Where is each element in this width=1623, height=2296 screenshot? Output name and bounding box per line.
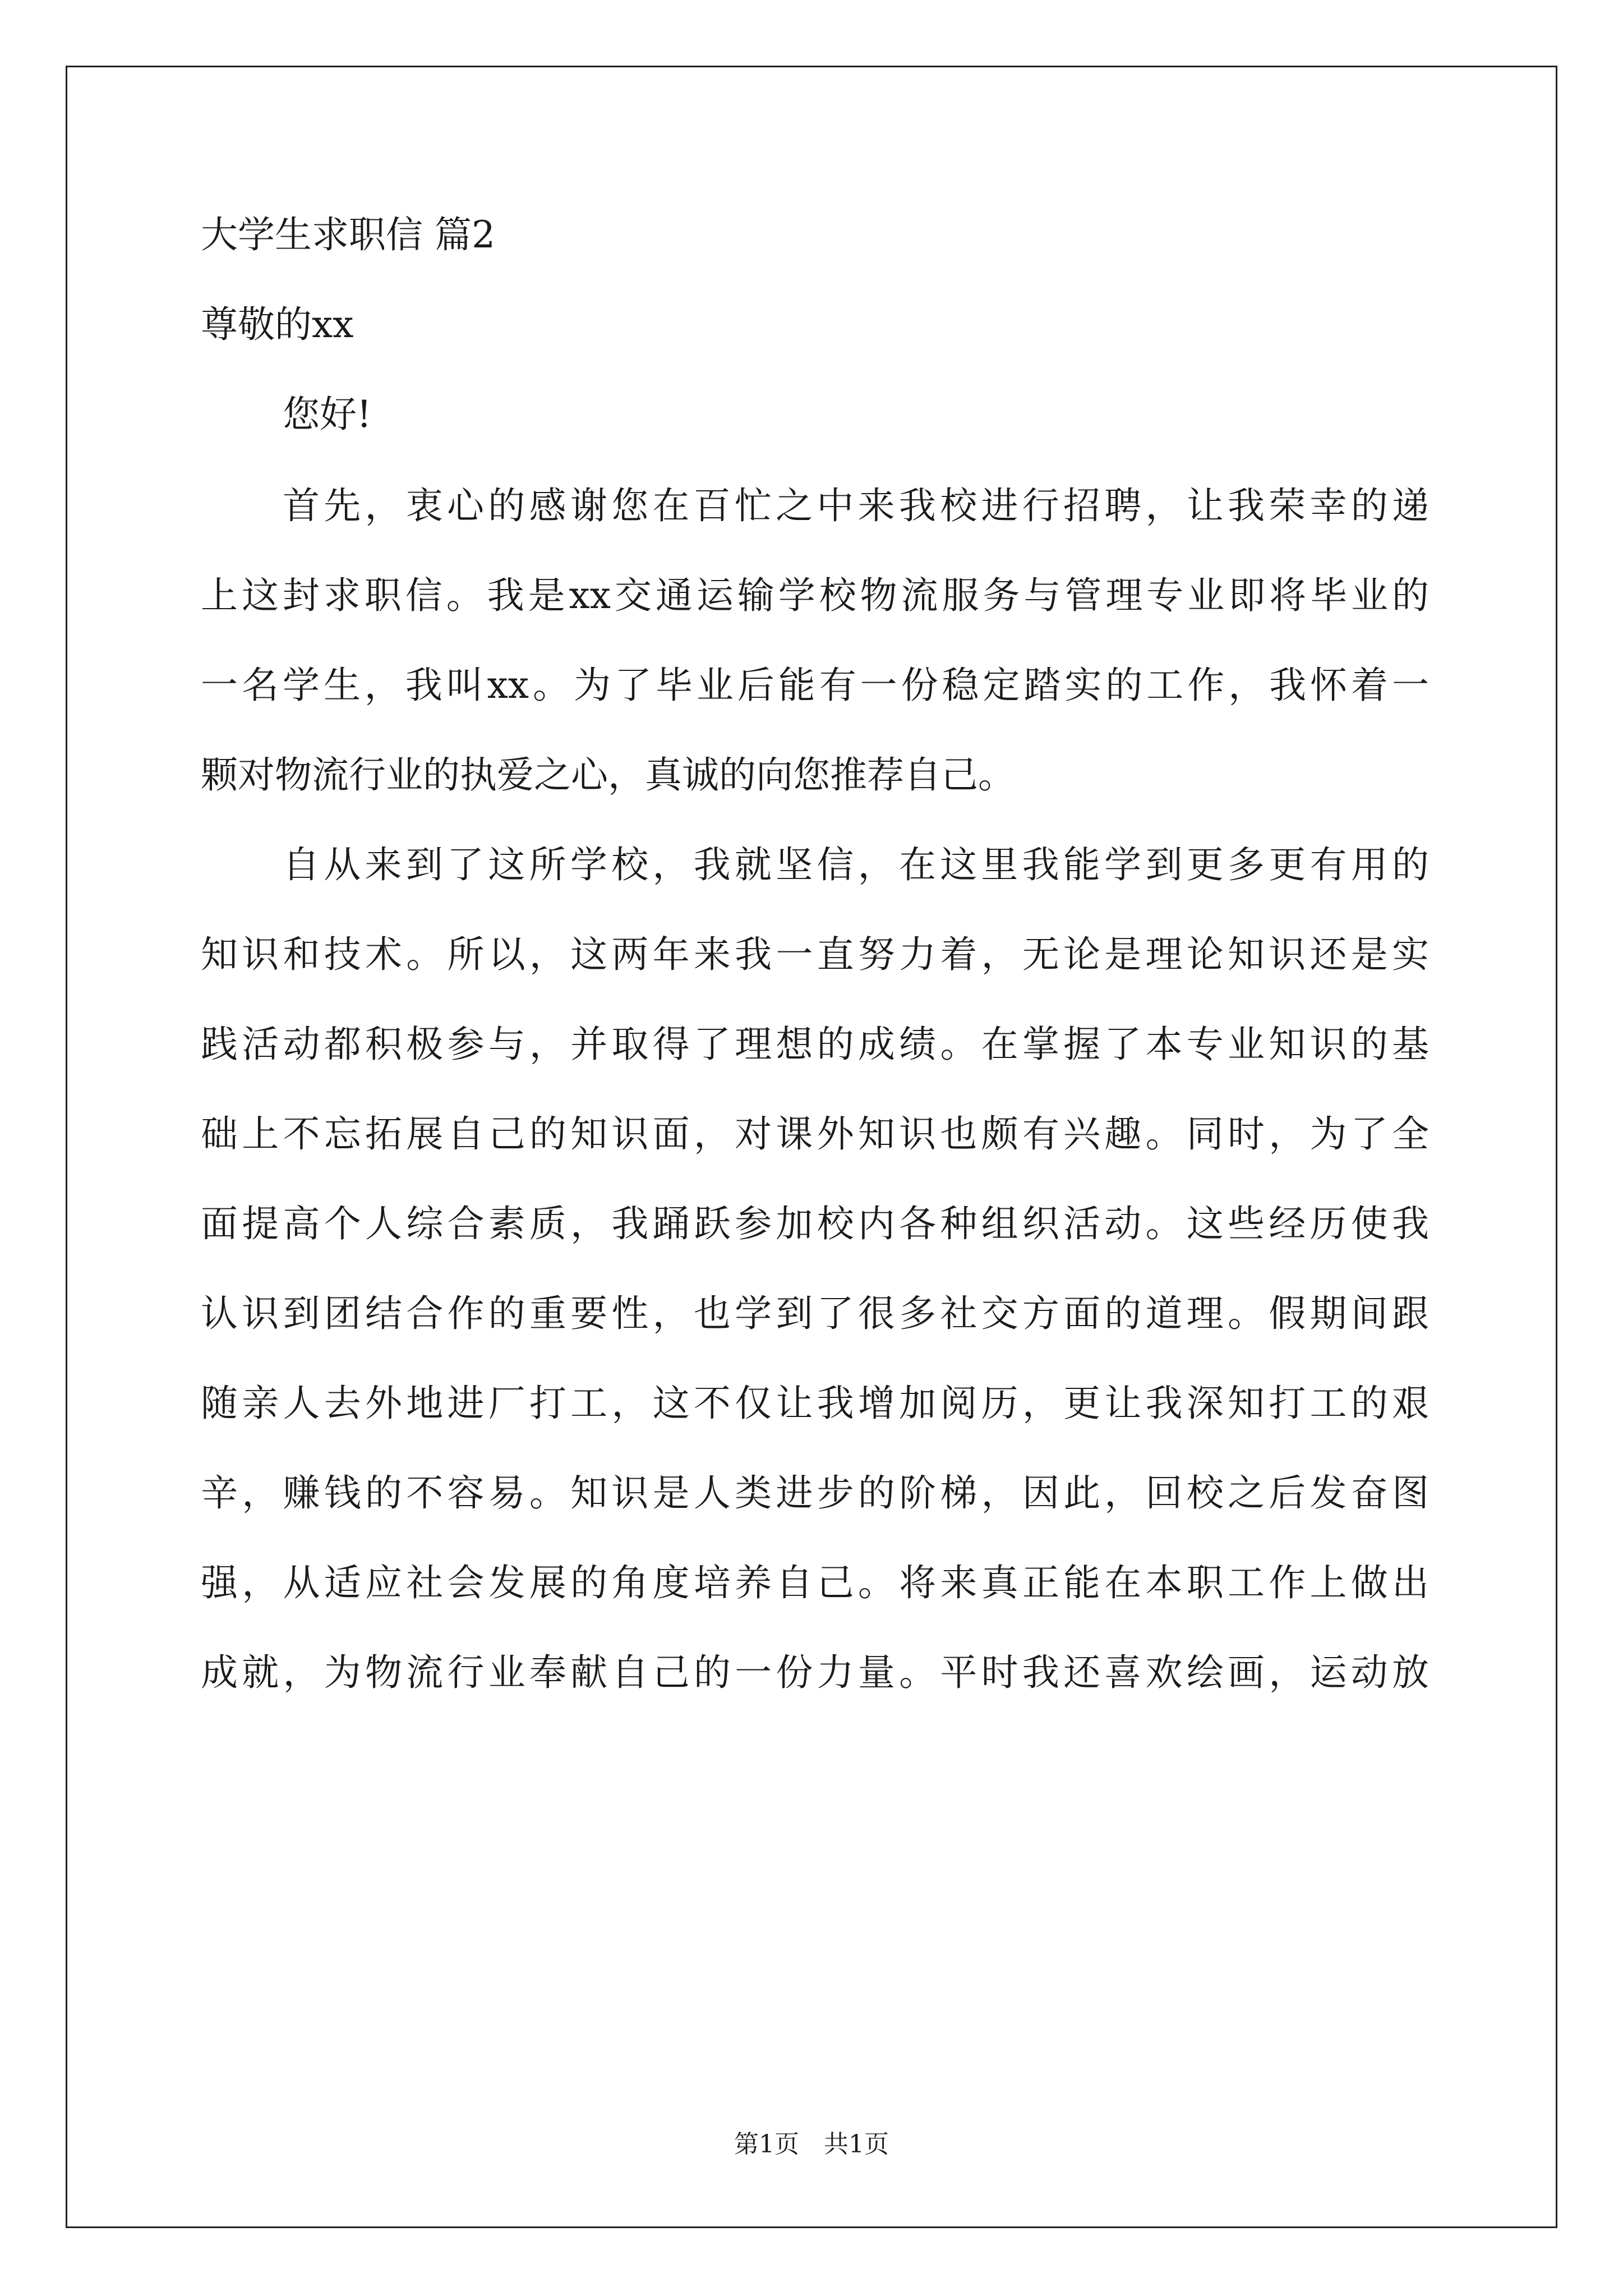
paragraph-intro <box>201 461 1429 820</box>
paragraph-line: 础上不忘拓展自己的知识面，对课外知识也颇有兴趣。同时，为了全 <box>201 1112 1429 1156</box>
paragraph-line: 颗对物流行业的执爱之心，真诚的向您推荐自己。 <box>201 753 1015 797</box>
paragraph-line: 践活动都积极参与，并取得了理想的成绩。在掌握了本专业知识的基 <box>201 1023 1429 1066</box>
paragraph-line: 上这封求职信。我是xx交通运输学校物流服务与管理专业即将毕业的 <box>201 574 1429 617</box>
paragraph-line: 认识到团结合作的重要性，也学到了很多社交方面的道理。假期间跟 <box>201 1292 1429 1335</box>
page-footer: 第1页 共1页 <box>734 2130 889 2159</box>
paragraph-line: 面提高个人综合素质，我踊跃参加校内各种组织活动。这些经历使我 <box>201 1202 1429 1245</box>
paragraph-line: 知识和技术。所以，这两年来我一直努力着，无论是理论知识还是实 <box>201 933 1429 976</box>
paragraph-line: 自从来到了这所学校，我就坚信，在这里我能学到更多更有用的 <box>283 843 1429 886</box>
paragraph-line: 一名学生，我叫xx。为了毕业后能有一份稳定踏实的工作，我怀着一 <box>201 664 1429 707</box>
paragraph-line: 强，从适应社会发展的角度培养自己。将来真正能在本职工作上做出 <box>201 1561 1429 1604</box>
document-title: 大学生求职信 篇2 <box>201 213 495 256</box>
salutation: 尊敬的xx <box>201 303 354 346</box>
paragraph-line: 辛，赚钱的不容易。知识是人类进步的阶梯，因此，回校之后发奋图 <box>201 1471 1429 1515</box>
paragraph-line: 随亲人去外地进厂打工，这不仅让我增加阅历，更让我深知打工的艰 <box>201 1382 1429 1425</box>
paragraph-experience <box>201 820 1429 1718</box>
greeting: 您好! <box>283 393 372 436</box>
paragraph-line: 首先，衷心的感谢您在百忙之中来我校进行招聘，让我荣幸的递 <box>283 484 1429 527</box>
document-body <box>201 214 1429 1718</box>
paragraph-line: 成就，为物流行业奉献自己的一份力量。平时我还喜欢绘画，运动放 <box>201 1651 1429 1694</box>
